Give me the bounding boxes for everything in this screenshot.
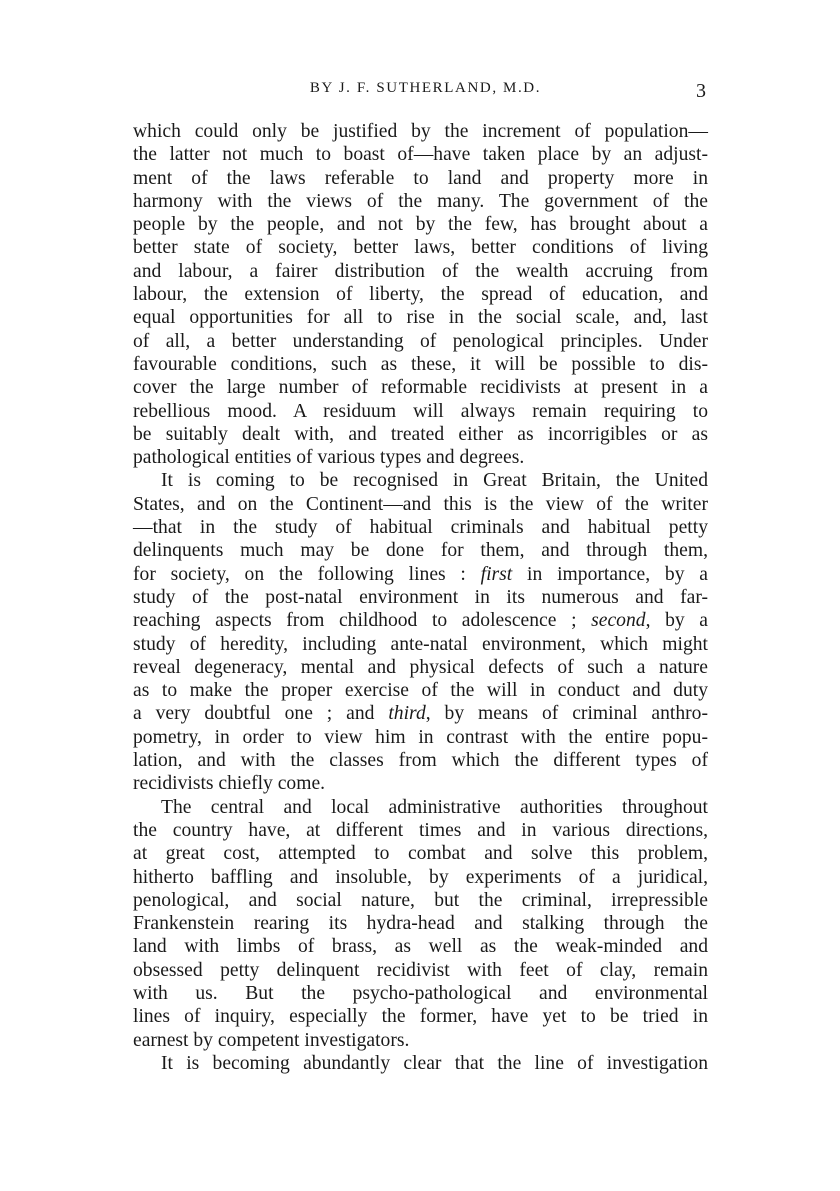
text-line: the country have, at different times and in various directions, (133, 819, 708, 841)
text-line: with us. But the psycho-pathological and environmental (133, 982, 708, 1004)
paragraph (133, 796, 708, 1052)
text-line: labour, the extension of liberty, the spread of education, and (133, 284, 708, 306)
text-line: Frankenstein rearing its hydra-head and stalking through the (133, 913, 708, 935)
paragraph (133, 120, 708, 469)
text-line: hitherto baffling and insoluble, by experiments of a juridical, (133, 866, 708, 888)
text-line: harmony with the views of the many. The government of the (133, 190, 708, 212)
text-line: lation, and with the classes from which the different types of (133, 750, 708, 772)
text-line: rebellious mood. A residuum will always remain requiring to (133, 400, 708, 422)
body-text (133, 120, 708, 1075)
text-line: as to make the proper exercise of the will in conduct and duty (133, 680, 708, 702)
text-line: lines of inquiry, especially the former, have yet to be tried in (133, 1006, 708, 1028)
running-header (133, 80, 708, 108)
text-line: States, and on the Continent—and this is the view of the writer (133, 493, 708, 515)
text-line: a very doubtful one ; and third, by means of criminal anthro- (133, 703, 709, 725)
text-line: delinquents much may be done for them, and through them, (133, 540, 708, 562)
text-line: —that in the study of habitual criminals and habitual petty (133, 517, 708, 539)
text-line: recidivists chiefly come. (133, 773, 326, 795)
text-line: earnest by competent investigators. (133, 1029, 410, 1051)
paragraph (133, 1052, 708, 1075)
text-line: reaching aspects from childhood to adolescence ; second, by a (133, 610, 708, 632)
text-line: ment of the laws referable to land and property more in (133, 167, 708, 189)
text-line: of all, a better understanding of penological principles. Under (133, 330, 708, 352)
text-line: be suitably dealt with, and treated either as incorrigibles or as (133, 423, 708, 445)
text-line: and labour, a fairer distribution of the wealth accruing from (133, 260, 708, 282)
text-line: study of heredity, including ante-natal environment, which might (133, 633, 708, 655)
text-line: people by the people, and not by the few, has brought about a (133, 214, 708, 236)
text-line: at great cost, attempted to combat and solve this problem, (133, 843, 708, 865)
text-line: land with limbs of brass, as well as the weak-minded and (133, 936, 708, 958)
text-line: The central and local administrative authorities throughout (161, 796, 708, 818)
text-line: penological, and social nature, but the criminal, irrepressible (133, 889, 708, 911)
text-line: for society, on the following lines : first in importance, by a (133, 563, 708, 585)
text-line: study of the post-natal environment in its numerous and far- (133, 586, 708, 608)
text-line: pathological entities of various types and degrees. (133, 447, 525, 469)
emphasis: third (388, 703, 426, 725)
text-line: It is becoming abundantly clear that the line of investigation (161, 1052, 708, 1074)
text-line: obsessed petty delinquent recidivist with feet of clay, remain (133, 959, 708, 981)
text-line: It is coming to be recognised in Great Britain, the United (161, 470, 708, 492)
text-line: cover the large number of reformable recidivists at present in a (133, 377, 708, 399)
text-line: pometry, in order to view him in contrast with the entire popu- (133, 726, 708, 748)
running-title: BY J. F. SUTHERLAND, M.D. (309, 80, 542, 96)
text-line: reveal degeneracy, mental and physical defects of such a nature (133, 656, 708, 678)
emphasis: first (480, 563, 513, 585)
text-line: better state of society, better laws, better conditions of living (133, 237, 708, 259)
page-number: 3 (696, 80, 706, 102)
text-line: favourable conditions, such as these, it will be possible to dis- (133, 353, 708, 375)
book-page (133, 80, 708, 1075)
text-line: the latter not much to boast of—have taken place by an adjust- (133, 144, 708, 166)
paragraph (133, 469, 708, 795)
emphasis: second (591, 610, 646, 632)
text-line: equal opportunities for all to rise in the social scale, and, last (133, 307, 708, 329)
text-line: which could only be justified by the increment of population— (133, 121, 708, 142)
